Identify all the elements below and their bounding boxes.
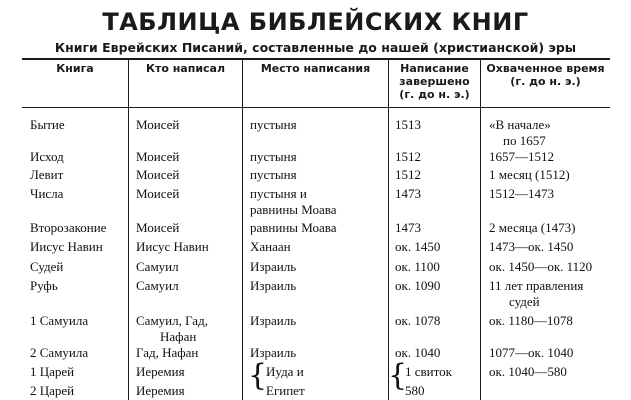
cell-place: пустыня xyxy=(250,167,297,182)
cell-book: Руфь xyxy=(30,278,58,293)
brace-mark: { xyxy=(388,358,408,393)
cell-book: Судей xyxy=(30,259,64,274)
header-completed-line: (г. до н. э.) xyxy=(399,88,470,101)
cell-writer: Иеремия xyxy=(136,383,185,398)
cell-covered: «В начале» xyxy=(489,117,551,132)
cell-book: 2 Самуила xyxy=(30,345,89,360)
cell-book: Числа xyxy=(30,186,64,201)
header-completed-line: завершено xyxy=(399,75,470,88)
cell-completed: 580 xyxy=(405,383,425,398)
cell-book: Бытие xyxy=(30,117,65,132)
cell-place: Иуда и xyxy=(266,364,304,379)
cell-place: пустыня xyxy=(250,149,297,164)
cell-place: пустыня xyxy=(250,117,297,132)
table-top-rule xyxy=(22,58,610,60)
cell-completed: 1 свиток xyxy=(405,364,452,379)
cell-writer: Самуил, Гад, xyxy=(136,313,208,328)
cell-book: 1 Царей xyxy=(30,364,75,379)
cell-place: Ханаан xyxy=(250,239,291,254)
cell-completed: 1473 xyxy=(395,220,421,235)
column-divider xyxy=(128,59,129,400)
brace-mark: { xyxy=(248,358,268,393)
cell-place: равнины Моава xyxy=(250,220,337,235)
cell-book: Второзаконие xyxy=(30,220,107,235)
cell-covered: 2 месяца (1473) xyxy=(489,220,576,235)
cell-completed: ок. 1450 xyxy=(395,239,441,254)
cell-covered: 11 лет правления xyxy=(489,278,584,293)
header-covered-line: (г. до н. э.) xyxy=(510,75,581,88)
cell-covered: по 1657 xyxy=(503,133,546,148)
header-book: Книга xyxy=(56,62,94,75)
cell-book: Иисус Навин xyxy=(30,239,103,254)
cell-completed: ок. 1078 xyxy=(395,313,441,328)
cell-covered: 1657—1512 xyxy=(489,149,554,164)
cell-covered: ок. 1180—1078 xyxy=(489,313,573,328)
cell-place: Израиль xyxy=(250,259,297,274)
cell-writer: Моисей xyxy=(136,117,180,132)
cell-writer: Моисей xyxy=(136,220,180,235)
cell-completed: 1473 xyxy=(395,186,421,201)
cell-completed: 1513 xyxy=(395,117,421,132)
header-writer: Кто написал xyxy=(145,62,226,75)
header-place: Место написания xyxy=(260,62,371,75)
cell-book: Левит xyxy=(30,167,64,182)
cell-writer: Моисей xyxy=(136,186,180,201)
cell-place: Израиль xyxy=(250,345,297,360)
cell-writer: Самуил xyxy=(136,259,179,274)
cell-book: Исход xyxy=(30,149,64,164)
cell-completed: 1512 xyxy=(395,149,421,164)
cell-completed: ок. 1100 xyxy=(395,259,440,274)
cell-covered: судей xyxy=(509,294,540,309)
cell-covered: 1077—ок. 1040 xyxy=(489,345,574,360)
header-completed xyxy=(389,62,480,101)
cell-writer: Нафан xyxy=(160,329,197,344)
column-divider xyxy=(388,59,389,400)
cell-covered: 1512—1473 xyxy=(489,186,554,201)
header-covered xyxy=(481,62,610,88)
cell-place: Израиль xyxy=(250,313,297,328)
column-divider xyxy=(480,59,481,400)
cell-place: Израиль xyxy=(250,278,297,293)
cell-writer: Моисей xyxy=(136,149,180,164)
page-title: ТАБЛИЦА БИБЛЕЙСКИХ КНИГ xyxy=(102,8,529,36)
cell-place: Египет xyxy=(266,383,305,398)
column-divider xyxy=(242,59,243,400)
page-subtitle: Книги Еврейских Писаний, составленные до нашей (христианской) эры xyxy=(54,40,577,55)
cell-completed: 1512 xyxy=(395,167,421,182)
cell-writer: Иисус Навин xyxy=(136,239,209,254)
cell-place: пустыня и xyxy=(250,186,307,201)
cell-writer: Самуил xyxy=(136,278,179,293)
cell-book: 2 Царей xyxy=(30,383,75,398)
cell-book: 1 Самуила xyxy=(30,313,89,328)
cell-covered: ок. 1040—580 xyxy=(489,364,567,379)
cell-covered: 1473—ок. 1450 xyxy=(489,239,574,254)
cell-covered: ок. 1450—ок. 1120 xyxy=(489,259,593,274)
cell-completed: ок. 1040 xyxy=(395,345,441,360)
cell-covered: 1 месяц (1512) xyxy=(489,167,570,182)
cell-place: равнины Моава xyxy=(250,202,337,217)
table-header-rule xyxy=(22,107,610,108)
cell-writer: Иеремия xyxy=(136,364,185,379)
header-completed-line: Написание xyxy=(400,62,469,75)
header-covered-line: Охваченное время xyxy=(486,62,605,75)
cell-completed: ок. 1090 xyxy=(395,278,441,293)
cell-writer: Гад, Нафан xyxy=(136,345,199,360)
cell-writer: Моисей xyxy=(136,167,180,182)
